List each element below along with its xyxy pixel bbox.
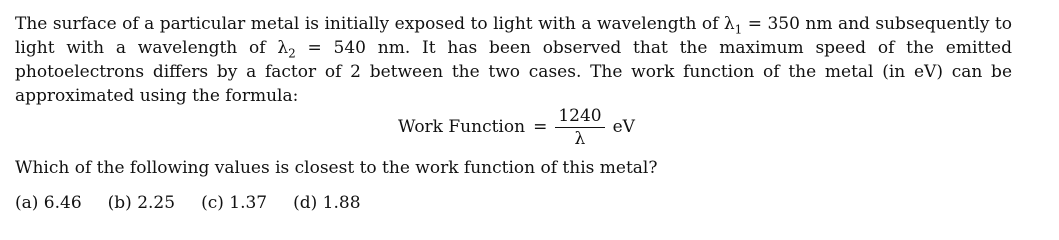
lambda-1-symbol: λ (723, 14, 735, 34)
problem-text-part-2: It has been observed that the maximum speed of the emitted photoelectrons differs by a factor of 2 between the two cases. The work function of the metal (in eV) can be approximated using the formula: (15, 38, 1012, 106)
problem-text-part-1: The surface of a particular metal is initially exposed to light with a wavelength of (15, 14, 724, 34)
lambda-2-subscript: 2 (288, 46, 296, 61)
problem-statement (15, 12, 1012, 108)
question-text: Which of the following values is closest to the work function of this metal? (15, 158, 658, 178)
answer-options (15, 191, 387, 215)
formula-unit: eV (612, 117, 635, 137)
formula-denominator: λ (574, 128, 586, 149)
lambda-1-subscript: 1 (734, 22, 743, 37)
formula-fraction (555, 106, 604, 149)
lambda-2-symbol: λ (277, 38, 289, 58)
work-function-formula (398, 104, 635, 150)
option-d: (d) 1.88 (293, 193, 361, 213)
formula-numerator: 1240 (558, 105, 602, 126)
formula-equals-sign: = (533, 117, 548, 137)
fraction-bar (555, 127, 604, 128)
option-a: (a) 6.46 (15, 193, 82, 213)
option-b: (b) 2.25 (107, 193, 176, 213)
formula-label: Work Function (398, 117, 526, 137)
lambda-1-value: = 350 nm and subsequently to light with a wavelength of (15, 14, 1012, 58)
lambda-2-value: = 540 nm. (295, 38, 411, 58)
option-c: (c) 1.37 (201, 193, 268, 213)
